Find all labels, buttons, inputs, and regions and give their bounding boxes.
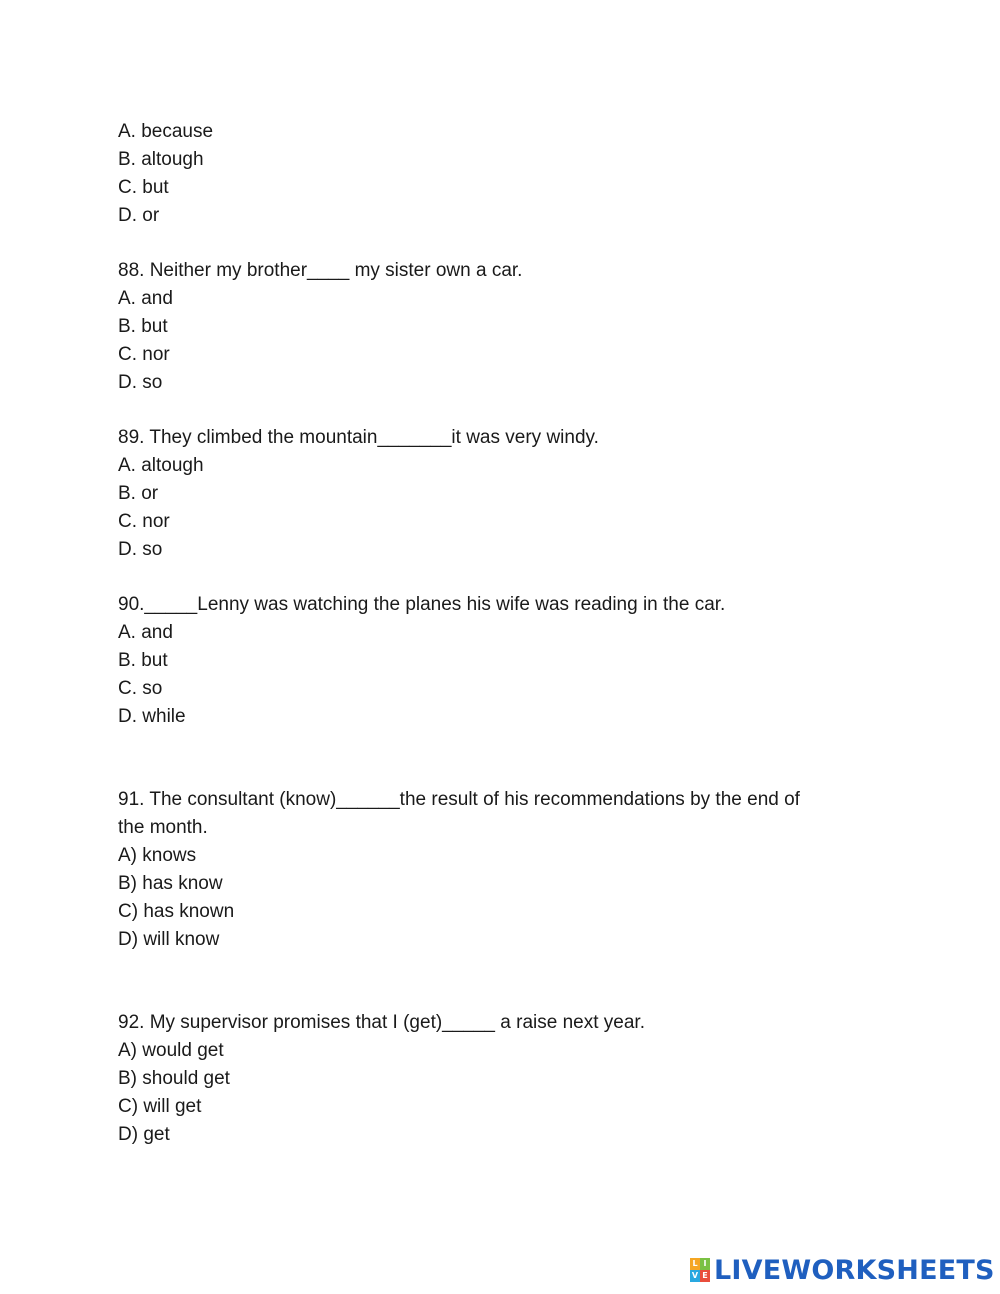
logo-mark-letter-v: V [691,1271,699,1280]
option-a[interactable]: A. altough [118,455,204,476]
option-c[interactable]: C. nor [118,511,170,532]
logo-text: LIVEWORKSHEETS [714,1254,995,1286]
question-prompt: 90._____Lenny was watching the planes his wife was reading in the car. [118,594,726,615]
option-b[interactable]: B. or [118,483,159,504]
worksheet-page [118,118,898,1149]
logo-mark-icon [690,1258,710,1282]
option-d[interactable]: D. while [118,706,186,727]
option-b[interactable]: B) has know [118,873,223,894]
question-87 [118,118,898,230]
question-prompt: 92. My supervisor promises that I (get)_____ a raise next year. [118,1012,645,1033]
option-c[interactable]: C. so [118,678,163,699]
question-prompt-line-2: the month. [118,817,208,838]
logo-mark-letter-l: L [690,1258,700,1270]
option-d[interactable]: D. so [118,539,163,560]
option-b[interactable]: B. but [118,650,168,671]
question-89 [118,424,898,564]
liveworksheets-logo [690,1254,995,1286]
option-b[interactable]: B) should get [118,1068,230,1089]
option-d[interactable]: D) will know [118,929,220,950]
question-92 [118,1009,898,1149]
question-prompt: 88. Neither my brother____ my sister own a car. [118,260,523,281]
question-prompt: 89. They climbed the mountain_______it was very windy. [118,427,599,448]
logo-mark-letter-e: E [700,1270,710,1282]
question-90 [118,591,898,731]
option-b[interactable]: B. but [118,316,168,337]
question-prompt-line-1: 91. The consultant (know)______the result of his recommendations by the end of [118,789,800,810]
option-c[interactable]: C. nor [118,344,170,365]
option-a[interactable]: A. because [118,121,214,142]
option-d[interactable]: D. so [118,372,163,393]
option-c[interactable]: C. but [118,177,169,198]
option-d[interactable]: D) get [118,1124,170,1145]
option-a[interactable]: A. and [118,622,173,643]
option-c[interactable]: C) has known [118,901,235,922]
question-91 [118,786,898,954]
option-d[interactable]: D. or [118,205,160,226]
question-88 [118,257,898,397]
option-b[interactable]: B. altough [118,149,204,170]
option-a[interactable]: A) would get [118,1040,224,1061]
option-a[interactable]: A) knows [118,845,197,866]
option-c[interactable]: C) will get [118,1096,202,1117]
logo-mark-letter-i: I [700,1258,710,1270]
option-a[interactable]: A. and [118,288,173,309]
